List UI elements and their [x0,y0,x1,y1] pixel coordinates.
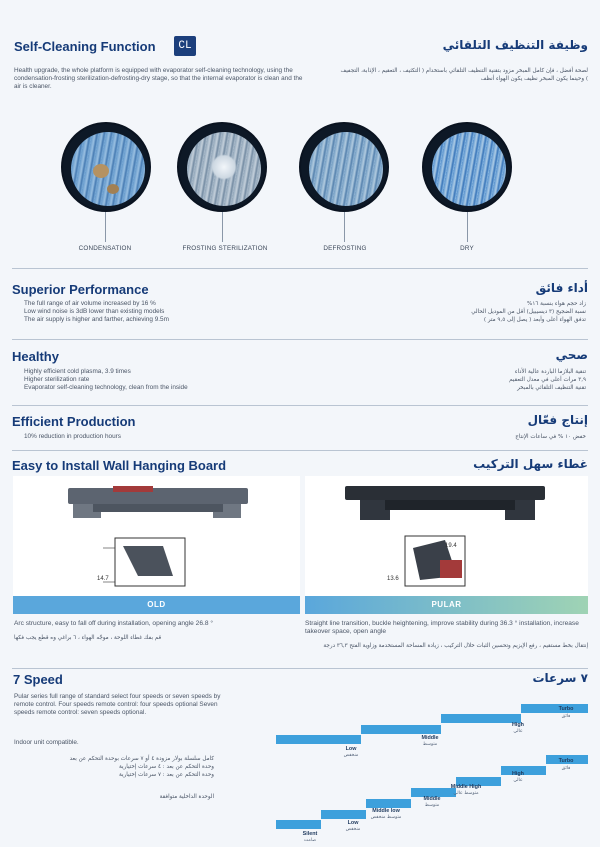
seven-speed-silent-ar: صامت [303,838,317,843]
speed-indoor: Indoor unit compatible. [14,739,79,746]
seven-speed-high-ar: عالي [513,778,523,783]
self-cleaning-title: Self-Cleaning Function [14,39,156,54]
pular-board-image [305,476,588,596]
speed-line-ar: وحدة التحكم عن بعد : ٧ سرعات إختيارية [119,772,214,779]
performance-lines [24,300,169,325]
condensation-image [61,122,151,212]
speed-title-ar: ٧ سرعات [532,671,588,685]
old-dimension: 14.7 [97,576,109,582]
install-title-ar: غطاء سهل التركيب [473,457,588,471]
healthy-line-ar: تنقية البلازما الباردة عالية الأداء [514,369,586,375]
seven-speed-silent: Silent [302,831,318,837]
four-speed-step-low [276,735,361,744]
old-board-image [13,476,300,596]
healthy-line: Evaporator self-cleaning technology, clean from the inside [24,384,188,392]
seven-speed-middle-low-ar: متوسط منخفض [370,815,402,820]
stage-defrosting: DEFROSTING [323,245,367,252]
seven-speed-middle-ar: متوسط [424,803,440,808]
healthy-line-ar: ٣,٩ مرات أعلى في معدل التعقيم [509,377,586,384]
seven-speed-middle-high-ar: متوسط عالي [453,791,479,796]
four-speed-low: Low [345,746,357,752]
seven-speed-middle-low: Middle low [372,808,400,814]
four-speed-high: High [512,722,524,728]
seven-speed-turbo: Turbo [558,758,574,764]
performance-title: Superior Performance [12,282,149,297]
speed-indoor-ar: الوحدة الداخلية متوافقة [159,794,214,800]
seven-speed-low-ar: منخفض [345,827,361,832]
healthy-line-ar: تقنية التنظيف التلقائي بالمبخر [517,385,586,392]
frosting-image [177,122,267,212]
performance-line-ar: زاد حجم هواء بنسبة ١٦% [527,301,586,307]
seven-speed-step-middle-low [366,799,411,808]
performance-lines-ar [346,300,586,325]
efficient-title: Efficient Production [12,414,136,429]
performance-line: The full range of air volume increased by 16 % [24,300,156,307]
speed-lines-ar [14,755,214,780]
healthy-lines-ar [346,368,586,393]
seven-speed-turbo-ar: فائق [561,766,571,771]
four-speed-turbo-ar: فائق [561,714,571,719]
cl-icon: CL [174,36,196,56]
four-speed-low-ar: منخفض [343,753,359,758]
efficient-title-ar: إنتاج فعّال [527,413,588,427]
pular-board-drawing [305,476,588,596]
performance-line: The air supply is higher and farther, achieving 9.5m [24,316,169,324]
performance-line: Low wind noise is 3dB lower than existing models [24,308,165,316]
four-speed-step-middle [361,725,441,734]
healthy-line: Highly efficient cold plasma, 3.9 times [24,368,131,375]
seven-speed-low: Low [347,820,359,826]
speed-title: 7 Speed [13,672,63,687]
performance-title-ar: أداء فائق [535,281,588,295]
seven-speed-high: High [512,771,524,777]
old-board-drawing [13,476,300,596]
install-title: Easy to Install Wall Hanging Board [12,458,227,473]
dry-image [422,122,512,212]
pular-desc-ar: إنتقال بخط مستقيم ، رفع الإبزيم وتحسين الثبات خلال التركيب ، زيادة المساحة المستخدمة وزاوية الفتح ٣٦,٣ درجة [323,643,588,649]
healthy-title: Healthy [12,349,59,364]
pular-dimension-top: 19.4 [445,543,457,549]
defrosting-image [299,122,389,212]
performance-line-ar: نسبة الضجيج (٣ ديسيبيل) أقل من الموديل الحالي [471,309,586,316]
pular-dimension-side: 13.6 [387,576,399,582]
seven-speed-middle: Middle [423,796,441,802]
speed-line-ar: كامل سلسلة بولار مزودة ٤ أو ٧ سرعات بوحدة التحكم عن بعد [69,756,214,762]
pular-desc: Straight line transition, buckle heightening, improve stability during 36.3 ° installation, increase takeover space, open angle [305,620,579,636]
four-speed-middle-ar: متوسط [422,742,438,747]
speed-line-ar: وحدة التحكم عن بعد : ٤ سرعات إختيارية [119,764,214,771]
old-band: OLD [13,596,300,614]
stage-condensation: CONDENSATION [78,245,132,252]
four-speed-middle: Middle [421,735,439,741]
healthy-line: Higher sterilization rate [24,376,90,384]
seven-speed-step-low [321,810,366,819]
speed-desc: Pular series full range of standard select four speeds or seven speeds by remote control. Four speeds remote control: four speeds optional Seven speeds remote control: seven speeds optional. [14,693,221,717]
healthy-lines [24,368,188,393]
self-cleaning-desc: Health upgrade, the whole platform is equipped with evaporator self-cleaning technology, using the condensation-frosting sterilization-defrosting-dry stage, so that the internal evaporator is clean and the air is cleaner. [14,67,303,91]
self-cleaning-title-ar: وظيفة التنظيف التلقائي [442,38,588,52]
performance-line-ar: تدفق الهواء أعلى وأبعد ( يصل إلى ٩,٥ متر ) [483,317,586,324]
seven-speed-middle-high: Middle High [450,784,482,790]
efficient-line: 10% reduction in production hours [24,433,121,440]
pular-band: PULAR [305,596,588,614]
four-speed-high-ar: عالي [513,729,523,734]
efficient-line-ar: خفض ١٠ % في ساعات الإنتاج [515,434,586,440]
old-desc-ar: قم بفك غطاء اللوحة ، موجّه الهواء ، ٦ براغي وه قطع يجب فكها [14,635,162,641]
old-desc: Arc structure, easy to fall off during installation, opening angle 26.8 ° [14,620,213,627]
healthy-title-ar: صحي [555,348,588,362]
seven-speed-step-silent [276,820,321,829]
self-cleaning-desc-ar: لصحة أفضل ، فإن كامل المبخر مزود بتقنية التنظيف التلقائي باستخدام ( التكثيف ، التعقيم ، الإذابة، التجفيف ) وحينما يكون المبخر نظيف يكون الهواء أنظف [340,68,588,83]
stage-frosting: FROSTING STERILIZATION [182,245,268,252]
stage-dry: DRY [460,245,474,252]
four-speed-turbo: Turbo [558,706,574,712]
